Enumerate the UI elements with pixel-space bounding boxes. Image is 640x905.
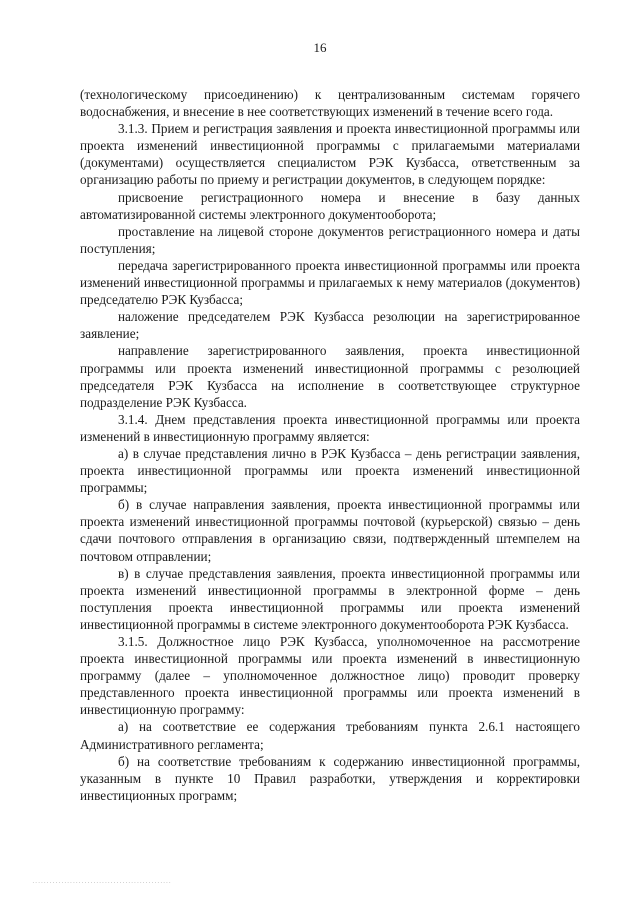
paragraph: проставление на лицевой стороне документов регистрационного номера и даты поступления;: [80, 223, 580, 256]
paragraph: б) на соответствие требованиям к содержанию инвестиционной программы, указанным в пункте 10 Правил разработки, утверждения и корректировки инвестиционных программ;: [80, 753, 580, 803]
paragraph: присвоение регистрационного номера и внесение в базу данных автоматизированной системы электронного документооборота;: [80, 189, 580, 222]
paragraph: а) на соответствие ее содержания требованиям пункта 2.6.1 настоящего Административного регламента;: [80, 719, 580, 752]
paragraph: 3.1.3. Прием и регистрация заявления и проекта инвестиционной программы или проекта изменений инвестиционной программы с прилагаемыми материалами (документами) осуществляется специалистом РЭК Кузбасса, ответственным за организацию работы по приему и регистрации документов, в следующем порядке:: [80, 121, 580, 188]
paragraph: направление зарегистрированного заявления, проекта инвестиционной программы или проекта изменений инвестиционной программы с резолюцией председателя РЭК Кузбасса на исполнение в соответствующее структурное подразделение РЭК Кузбасса.: [80, 343, 580, 410]
paragraph: передача зарегистрированного проекта инвестиционной программы или проекта изменений инвестиционной программы и прилагаемых к нему материалов (документов) председателю РЭК Кузбасса;: [80, 257, 580, 308]
paragraph: 3.1.5. Должностное лицо РЭК Кузбасса, уполномоченное на рассмотрение проекта инвестиционной программы или проекта изменений в инвестиционную программу (далее – уполномоченное должностное лицо) проводит проверку представленного проекта инвестиционной программы или проекта изменений в инвестиционную программу:: [80, 634, 580, 718]
paragraph: наложение председателем РЭК Кузбасса резолюции на зарегистрированное заявление;: [80, 309, 580, 342]
paragraph: а) в случае представления лично в РЭК Кузбасса – день регистрации заявления, проекта инвестиционной программы или проекта изменений инвестиционной программы;: [80, 445, 580, 496]
paragraph: в) в случае представления заявления, проекта инвестиционной программы или проекта изменений инвестиционной программы в электронной форме – день поступления проекта инвестиционной программы или проекта изменений инвестиционной программы в системе электронного документооборота РЭК Кузбасса.: [80, 565, 580, 632]
paragraph: 3.1.4. Днем представления проекта инвестиционной программы или проекта изменений в инвестиционную программу является:: [80, 411, 580, 444]
footer-mark: ................................................: [32, 879, 172, 884]
paragraph: б) в случае направления заявления, проекта инвестиционной программы или проекта изменений инвестиционной программы почтовой (курьерской) связью – день сдачи почтового отправления в организацию связи, подтвержденный штемпелем на почтовом отправлении;: [80, 497, 580, 564]
document-body: [80, 86, 580, 804]
page-number: 16: [313, 40, 327, 55]
paragraph: (технологическому присоединению) к централизованным системам горячего водоснабжения, и внесение в нее соответствующих изменений в течение всего года.: [80, 87, 580, 120]
